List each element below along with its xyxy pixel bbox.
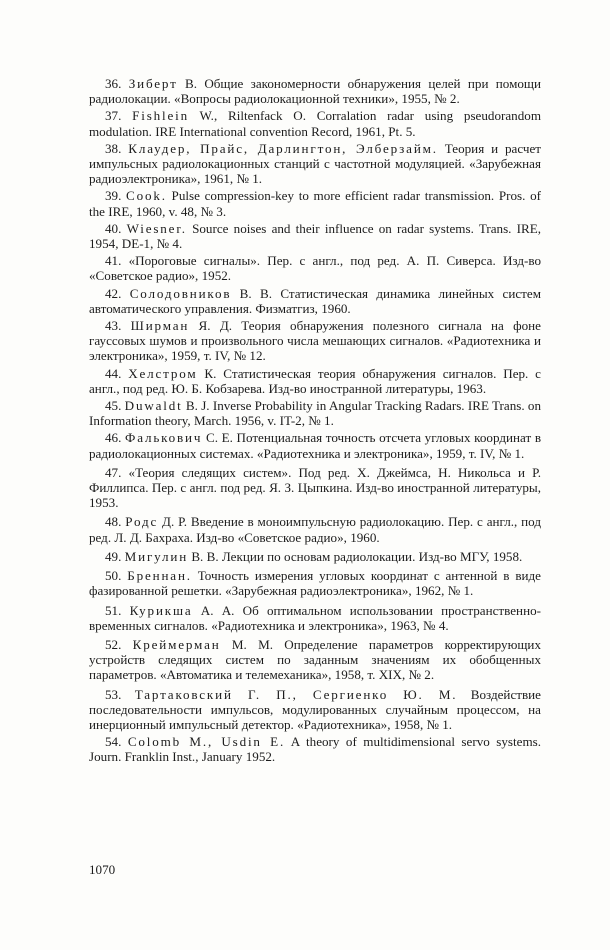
reference-number: 52. [105,636,122,652]
reference-text: В. В. Статистическая динамика линейных систем автоматического управления. Физматгиз, 1960. [89,285,541,316]
reference-author: Фалькович [125,430,203,446]
reference-text: W., Riltenfack O. Corralation radar using pseudorandom modulation. IRE International convention Record, 1961, Pt. 5. [89,108,541,139]
reference-number: 43. [105,318,122,334]
reference-entry [89,568,541,598]
reference-author: Тартаковский Г. П., Сергиенко Ю. М. [134,686,458,702]
reference-text: «Теория следящих систем». Под ред. Х. Джеймса, Н. Никольса и Р. Филлипса. Пер. с англ. под ред. Я. З. Цыпкина. Изд-во иностранной литературы, 1953. [89,464,541,511]
reference-text: A theory of multidimensional servo systems. Journ. Franklin Inst., January 1952. [89,734,542,765]
reference-entry [89,318,541,364]
reference-author: Зиберт [128,76,178,91]
reference-entry [89,465,541,511]
reference-text: Source noises and their influence on radar systems. Trans. IRE, 1954, DE-1, № 4. [89,220,542,252]
reference-number: 51. [105,602,122,618]
reference-number: 50. [105,568,122,584]
reference-author: Солодовников [129,285,232,301]
reference-number: 37. [105,108,122,124]
reference-number: 46. [105,430,122,446]
reference-entry [89,637,541,683]
reference-number: 42. [105,285,122,301]
reference-entry [89,76,541,106]
reference-entry [89,141,541,187]
reference-text: Воздействие последовательности импульсов, модулированных случайным процессом, на инерционный импульсный детектор. «Радиотехника», 1958, № 1. [89,686,541,732]
reference-entry [89,108,541,138]
reference-text: Я. Д. Теория обнаружения полезного сигнала на фоне гауссовых шумов и произвольного числа мешающих сигналов. «Радиотехника и электроника», 1959, т. IV, № 12. [89,318,541,364]
reference-number: 53. [105,686,122,702]
reference-number: 38. [105,140,122,156]
reference-text: Теория и расчет импульсных радиолокационных станций с частотной модуляцией. «Зарубежная радиоэлектроника», 1961, № 1. [89,140,542,187]
reference-entry [89,286,541,316]
reference-author: Клаудер, Прайс, Дарлингтон, Элберзайм. [128,140,438,156]
reference-number: 54. [105,734,122,750]
reference-number: 44. [105,365,122,381]
reference-entry [89,188,541,218]
reference-entry [89,221,541,251]
page-number: 1070 [89,862,116,877]
reference-number: 40. [105,220,122,236]
reference-text: «Пороговые сигналы». Пер. с англ., под ред. А. П. Сиверса. Изд-во «Советское радио», 1952. [89,253,541,284]
reference-entry [89,430,541,460]
reference-text: А. А. Об оптимальном использовании пространственно-временных сигналов. «Радиотехника и электроника», 1963, № 4. [89,602,541,633]
reference-author: Бреннан. [127,568,192,584]
reference-text: Точность измерения угловых координат с антенной в виде фазированной решетки. «Зарубежная радиоэлектроника», 1962, № 1. [89,568,541,599]
reference-author: Wiesner. [126,220,187,236]
reference-author: Креймерман [132,636,221,652]
reference-text: М. М. Определение параметров корректирующих устройств следящих систем по заданным значениям их обобщенных параметров. «Автоматика и телемеханика», 1958, т. XIX, № 2. [89,636,541,683]
reference-author: Родс [125,514,159,530]
reference-author: Мигулин [124,548,189,564]
reference-author: Хелстром [128,365,198,381]
reference-text: Pulse compression-key to more efficient radar transmission. Pros. of the IRE, 1960, v. 48, № 3. [89,188,541,219]
reference-author: Курикша [129,602,193,618]
reference-text: B. J. Inverse Probability in Angular Tracking Radars. IRE Trans. on Information theory, March. 1956, v. IT-2, № 1. [89,398,542,429]
reference-author: Ширман [130,318,190,334]
reference-number: 41. [105,253,122,269]
reference-number: 48. [105,514,122,530]
reference-entry [89,253,541,283]
reference-text: В. В. Лекции по основам радиолокации. Изд-во МГУ, 1958. [188,548,523,564]
reference-author: Colomb M., Usdin E. [127,734,286,750]
reference-entry [89,734,541,764]
reference-entry [89,366,541,396]
reference-number: 47. [105,464,122,480]
reference-text: С. Е. Потенциальная точность отсчета угловых координат в радиолокационных системах. «Радиотехника и электроника», 1959, т. IV, № 1. [89,430,542,461]
reference-entry [89,603,541,633]
reference-list [89,76,541,767]
reference-author: Duwaldt [124,398,183,414]
reference-author: Cook. [126,188,167,204]
reference-number: 36. [105,76,122,91]
reference-author: Fishlein [132,108,190,124]
reference-text: Д. Р. Введение в моноимпульсную радиолокацию. Пер. с англ., под ред. Л. Д. Бахраха. Изд-во «Советское радио», 1960. [89,514,541,545]
reference-text: В. Общие закономерности обнаружения целей при помощи радиолокации. «Вопросы радиолокационной техники», 1955, № 2. [89,76,541,107]
reference-number: 49. [105,548,122,564]
reference-text: К. Статистическая теория обнаружения сигналов. Пер. с англ., под ред. Ю. Б. Кобзарева. Изд-во иностранной литературы, 1963. [89,365,541,396]
reference-entry [89,687,541,733]
reference-number: 39. [105,188,122,204]
reference-entry [89,549,541,564]
reference-entry [89,514,541,544]
reference-number: 45. [105,398,122,414]
reference-entry [89,398,541,428]
